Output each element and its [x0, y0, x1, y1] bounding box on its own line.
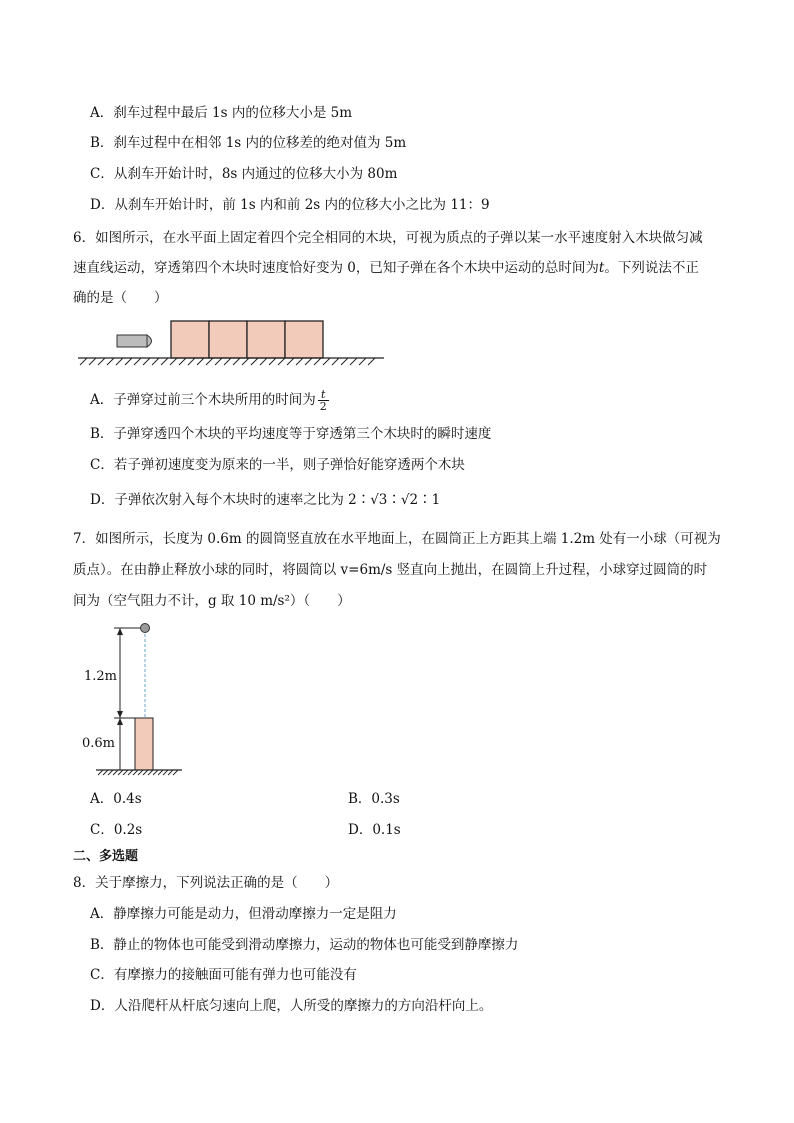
hatch-mark: [143, 770, 148, 775]
q5-option-c: C．从刹车开始计时，8s 内通过的位移大小为 80m: [90, 166, 398, 182]
small-ball: [141, 624, 150, 633]
q7-stem-line2: 质点）。在由静止释放小球的同时，将圆筒以 v=6m/s 竖直向上抛出，在圆筒上升过程，小球穿过圆筒的时: [73, 562, 708, 578]
q6-option-c: C．若子弹初速度变为原来的一半，则子弹恰好能穿透两个木块: [90, 457, 465, 473]
hatch-mark: [123, 770, 128, 775]
q6-stem-line2: [73, 259, 699, 277]
q7-option-a: A．0.4s: [90, 791, 142, 807]
hatch-mark: [138, 770, 143, 775]
hatch-mark: [148, 770, 153, 775]
q8-stem: 8．关于摩擦力，下列说法正确的是（ ）: [73, 875, 339, 891]
hatch-mark: [359, 358, 366, 365]
fraction-denominator: 2: [319, 400, 327, 413]
hatch-mark: [242, 358, 249, 365]
hatch-mark: [224, 358, 231, 365]
hatch-mark: [118, 770, 123, 775]
q6-option-b: B．子弹穿透四个木块的平均速度等于穿透第三个木块时的瞬时速度: [90, 426, 492, 442]
hatch-mark: [152, 358, 159, 365]
hatch-mark: [116, 358, 123, 365]
hatch-mark: [332, 358, 339, 365]
hatch-mark: [368, 358, 375, 365]
q8-option-c: C．有摩擦力的接触面可能有弹力也可能没有: [90, 967, 357, 983]
q6-figure: [72, 316, 392, 372]
hatch-mark: [153, 770, 158, 775]
arrow-up-top: [117, 628, 123, 635]
q8-option-d: D．人沿爬杆从杆底匀速向上爬，人所受的摩擦力的方向沿杆向上。: [90, 998, 493, 1014]
q7-option-c: C．0.2s: [90, 822, 143, 838]
hatch-mark: [251, 358, 258, 365]
hatch-mark: [134, 358, 141, 365]
hatch-mark: [341, 358, 348, 365]
hatch-mark: [125, 358, 132, 365]
q7-option-b: B．0.3s: [348, 791, 400, 807]
q6-stem-line3: 确的是（ ）: [73, 290, 168, 306]
wood-block-4: [285, 321, 323, 358]
q5-option-a: A．刹车过程中最后 1s 内的位移大小是 5m: [90, 105, 353, 121]
q6-stem-line2-post: 。下列说法不正: [604, 260, 699, 276]
q7-stem-line3: 间为（空气阻力不计，g 取 10 m/s²）（ ）: [73, 593, 351, 609]
hatch-mark: [163, 770, 168, 775]
hatch-mark: [108, 770, 113, 775]
q5-option-b: B．刹车过程中在相邻 1s 内的位移差的绝对值为 5m: [90, 135, 407, 151]
hatch-mark: [133, 770, 138, 775]
q7-label-lower: 0.6m: [82, 736, 116, 751]
bullet-tip: [147, 335, 152, 347]
q6-stem-line1: 6．如图所示，在水平面上固定着四个完全相同的木块，可视为质点的子弹以某一水平速度射入木块做匀减: [73, 230, 703, 246]
hatch-mark: [179, 358, 186, 365]
q8-option-b: B．静止的物体也可能受到滑动摩擦力，运动的物体也可能受到静摩擦力: [90, 937, 519, 953]
bullet: [117, 335, 147, 347]
q6-option-a-fraction: [318, 389, 329, 412]
hatch-mark: [305, 358, 312, 365]
hatch-mark: [287, 358, 294, 365]
hatch-mark: [128, 770, 133, 775]
hatch-mark: [161, 358, 168, 365]
hatch-mark: [170, 358, 177, 365]
hatch-mark: [269, 358, 276, 365]
q6-option-d: D．子弹依次射入每个木块时的速率之比为 2∶√3∶√2∶1: [90, 492, 441, 508]
q6-stem-var-t: t: [598, 260, 605, 276]
hatch-mark: [98, 770, 103, 775]
hatch-mark: [260, 358, 267, 365]
section-title: 二、多选题: [73, 849, 139, 864]
hatch-mark: [168, 770, 173, 775]
hatch-mark: [350, 358, 357, 365]
q5-option-d: D．从刹车开始计时，前 1s 内和前 2s 内的位移大小之比为 11：9: [90, 197, 490, 213]
hatch-mark: [197, 358, 204, 365]
hatch-mark: [233, 358, 240, 365]
hatch-mark: [143, 358, 150, 365]
fraction-numerator: t: [318, 389, 329, 401]
cylinder-tube: [135, 718, 153, 770]
ground-hatching: [98, 770, 178, 775]
wood-block-3: [247, 321, 285, 358]
hatch-mark: [173, 770, 178, 775]
q6-stem-line2-pre: 速直线运动，穿透第四个木块时速度恰好变为 0，已知子弹在各个木块中运动的总时间为: [73, 260, 599, 276]
q6-option-a-text: A．子弹穿过前三个木块所用的时间为: [90, 392, 316, 408]
q7-stem-line1: 7．如图所示，长度为 0.6m 的圆筒竖直放在水平地面上，在圆筒正上方距其上端 1.2m 处有一小球（可视为: [73, 531, 721, 547]
hatch-mark: [89, 358, 96, 365]
hatch-mark: [80, 358, 87, 365]
hatch-mark: [158, 770, 163, 775]
hatch-mark: [323, 358, 330, 365]
hatch-mark: [98, 358, 105, 365]
hatch-mark: [107, 358, 114, 365]
hatch-mark: [113, 770, 118, 775]
q6-option-a: [90, 389, 329, 412]
ground-hatching: [80, 358, 375, 365]
hatch-mark: [206, 358, 213, 365]
hatch-mark: [103, 770, 108, 775]
arrow-up-mid: [117, 718, 123, 725]
q7-option-d: D．0.1s: [348, 822, 401, 838]
q7-label-upper: 1.2m: [84, 669, 118, 684]
q8-option-a: A．静摩擦力可能是动力，但滑动摩擦力一定是阻力: [90, 906, 397, 922]
hatch-mark: [278, 358, 285, 365]
hatch-mark: [314, 358, 321, 365]
arrow-down-mid: [117, 711, 123, 718]
hatch-mark: [215, 358, 222, 365]
hatch-mark: [188, 358, 195, 365]
hatch-mark: [296, 358, 303, 365]
wood-block-2: [209, 321, 247, 358]
wood-block-1: [171, 321, 209, 358]
